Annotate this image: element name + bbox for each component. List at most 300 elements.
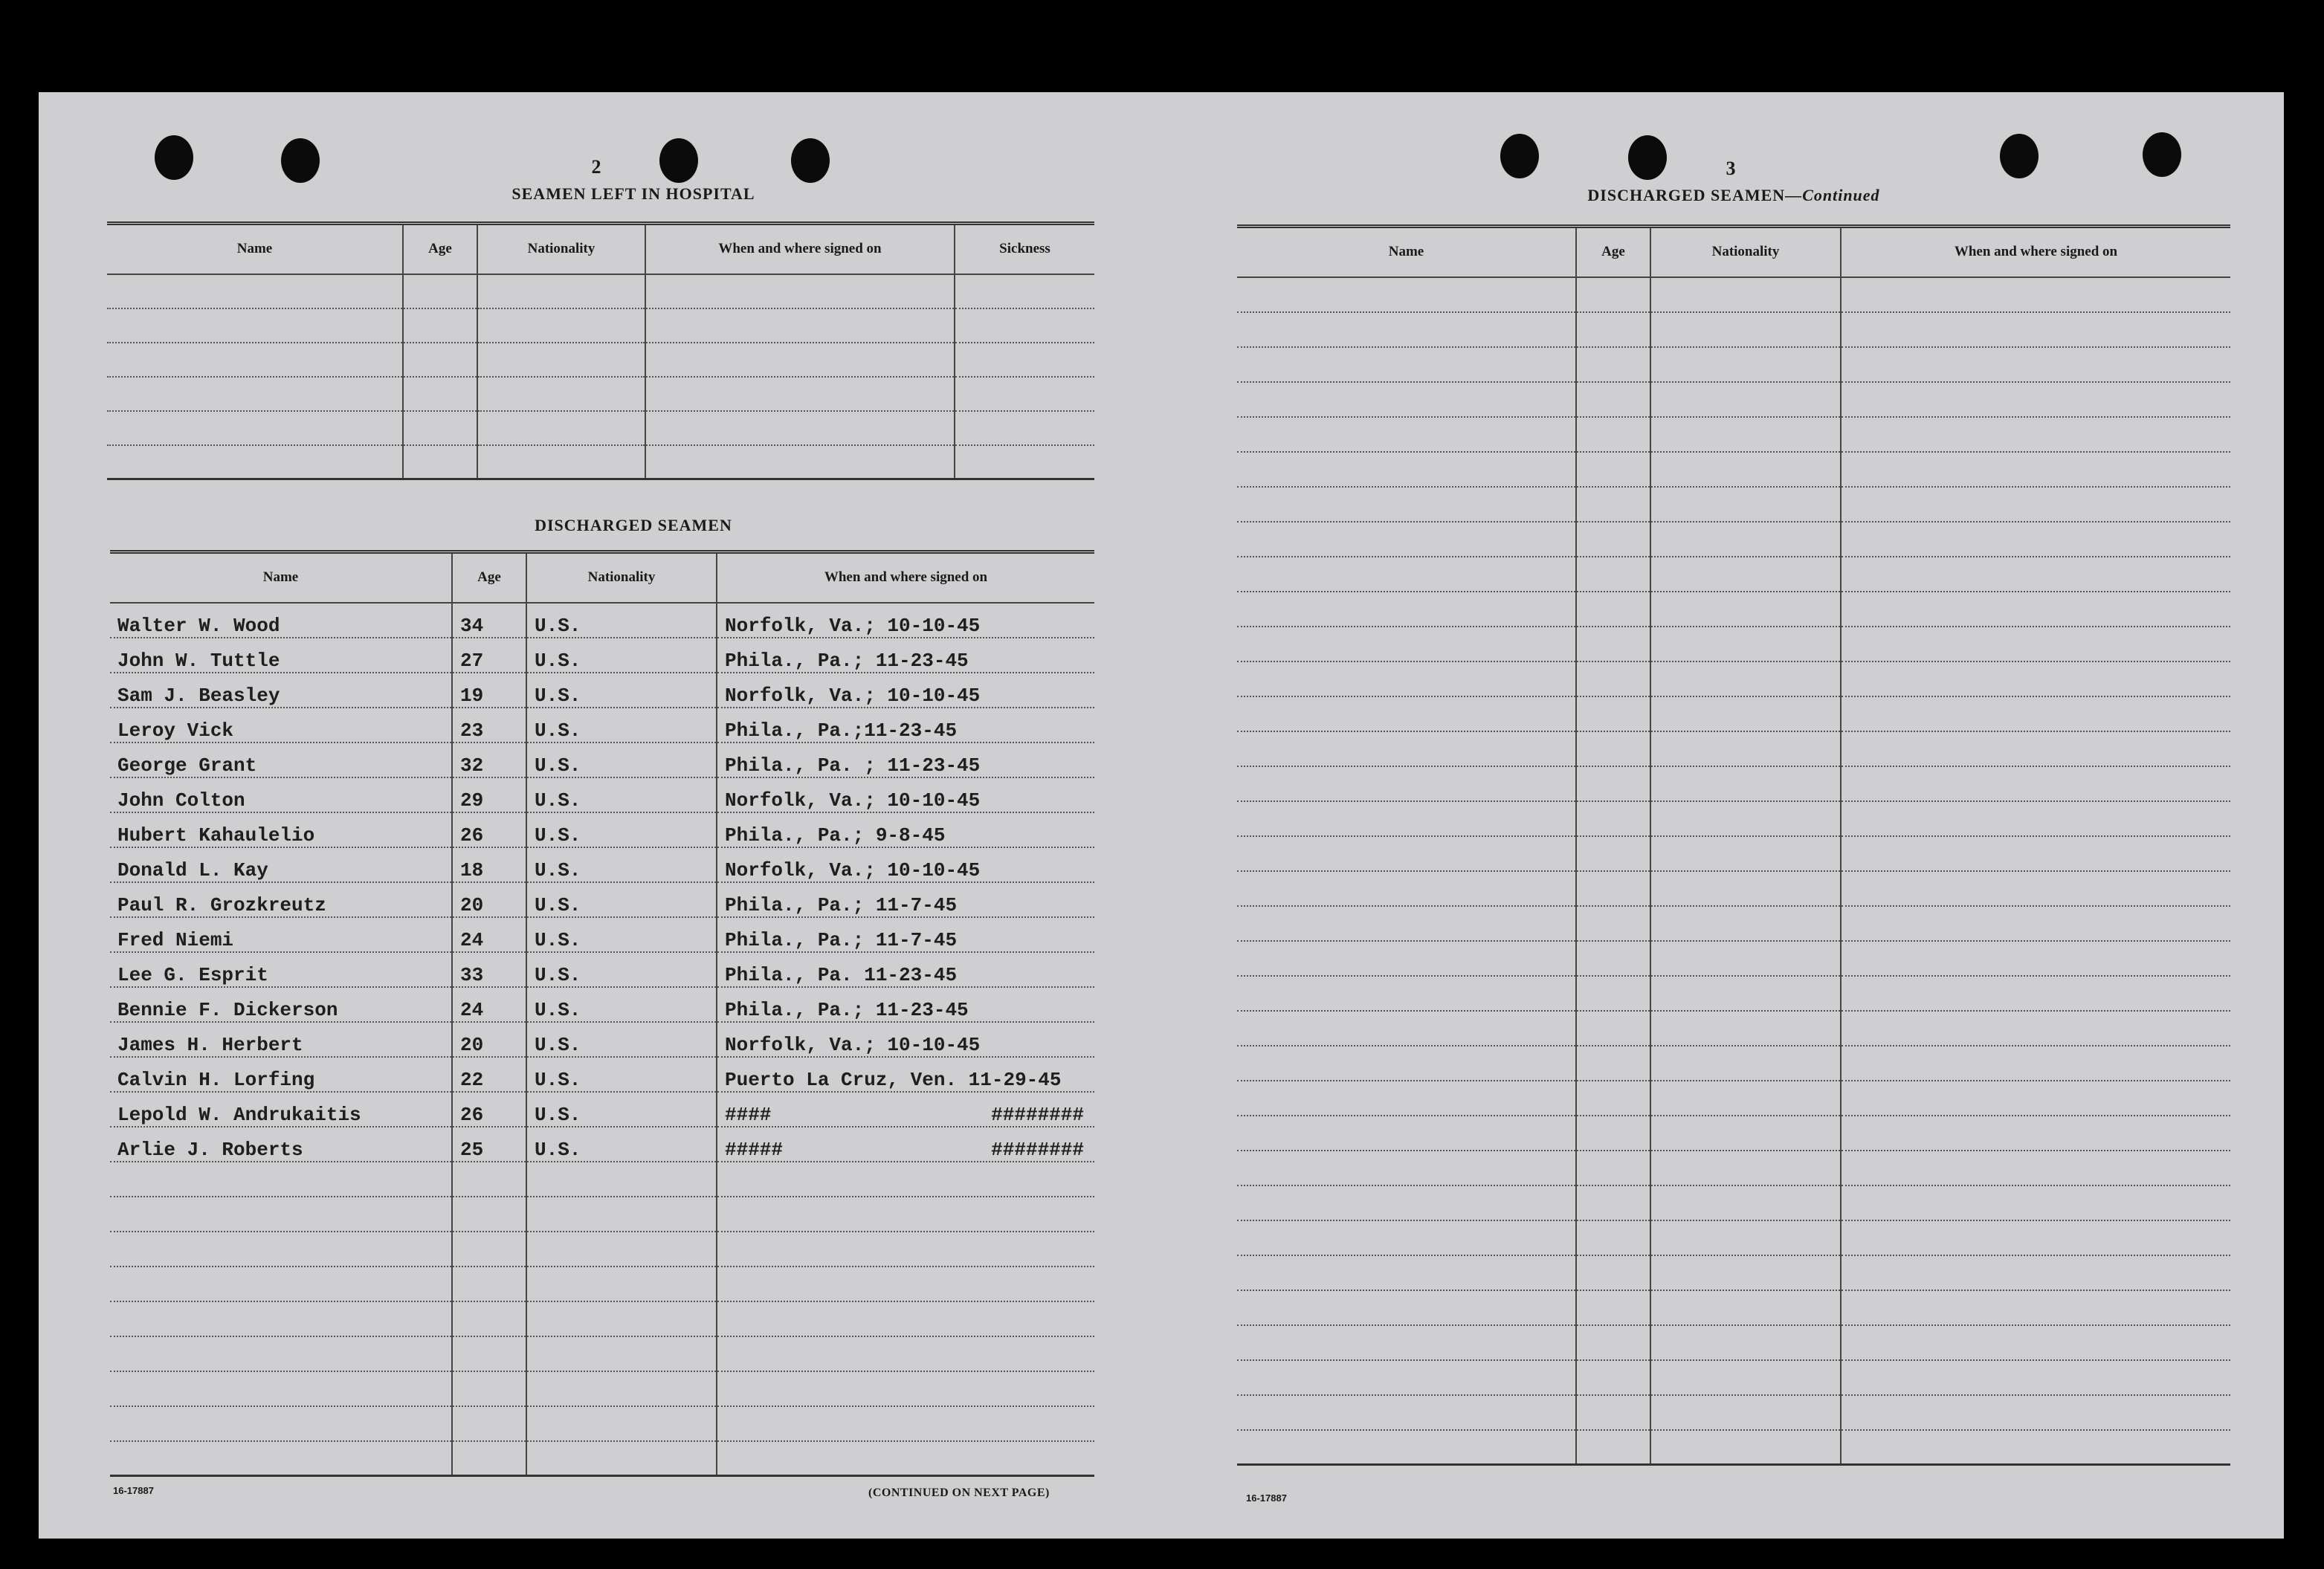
table-cell: [526, 1162, 717, 1197]
table-cell: [1237, 1046, 1576, 1081]
hospital-header-name: Name: [107, 224, 403, 274]
table-cell: [1576, 1255, 1650, 1290]
seaman-age: 27: [452, 638, 526, 673]
table-row: [110, 1301, 1094, 1336]
continued-header-name: Name: [1237, 227, 1576, 277]
seaman-name: Leroy Vick: [110, 708, 452, 743]
table-cell: [1650, 976, 1841, 1011]
table-cell: [1576, 1360, 1650, 1395]
seaman-name: Donald L. Kay: [110, 847, 452, 882]
table-cell: [526, 1441, 717, 1476]
signed-on-mark-extra: ########: [991, 1138, 1084, 1161]
table-cell: [645, 274, 955, 308]
table-row: [1237, 1151, 2230, 1185]
table-cell: [1650, 906, 1841, 941]
table-cell: [1841, 382, 2230, 417]
table-cell: [1841, 557, 2230, 592]
table-row: [1237, 696, 2230, 731]
table-cell: [1237, 871, 1576, 906]
table-cell: [1576, 1395, 1650, 1430]
table-cell: [1650, 1290, 1841, 1325]
table-cell: [1576, 592, 1650, 627]
table-cell: [110, 1371, 452, 1406]
table-cell: [403, 274, 477, 308]
table-row: [110, 1266, 1094, 1301]
seaman-row: [110, 882, 1094, 917]
table-cell: [1841, 1255, 2230, 1290]
table-row: [110, 1371, 1094, 1406]
table-cell: [1650, 277, 1841, 312]
table-cell: [955, 377, 1094, 411]
table-cell: [110, 1162, 452, 1197]
seaman-age: 19: [452, 673, 526, 708]
table-cell: [1841, 1220, 2230, 1255]
seaman-row: [110, 952, 1094, 987]
seaman-nationality: U.S.: [526, 847, 717, 882]
table-cell: [110, 1232, 452, 1266]
seaman-nationality: U.S.: [526, 777, 717, 812]
table-row: [1237, 417, 2230, 452]
seaman-age: 26: [452, 1092, 526, 1127]
table-cell: [1650, 1046, 1841, 1081]
table-cell: [645, 377, 955, 411]
seaman-signed-on: Phila., Pa.;11-23-45: [717, 708, 1094, 743]
table-row: [1237, 976, 2230, 1011]
table-cell: [452, 1197, 526, 1232]
seaman-signed-on: Phila., Pa.; 11-7-45: [717, 917, 1094, 952]
table-cell: [1576, 312, 1650, 347]
table-row: [1237, 592, 2230, 627]
table-cell: [1576, 871, 1650, 906]
seaman-age: 29: [452, 777, 526, 812]
punch-hole: [1628, 135, 1667, 180]
table-row: [1237, 906, 2230, 941]
table-cell: [1650, 941, 1841, 976]
continued-header-nationality: Nationality: [1650, 227, 1841, 277]
table-cell: [110, 1266, 452, 1301]
table-cell: [1576, 417, 1650, 452]
seaman-age: 25: [452, 1127, 526, 1162]
hospital-header-signed-on: When and where signed on: [645, 224, 955, 274]
table-cell: [1576, 906, 1650, 941]
document-sheet: [39, 92, 2284, 1539]
table-cell: [1237, 696, 1576, 731]
left-form-number: 16-17887: [113, 1485, 154, 1496]
table-cell: [1650, 1151, 1841, 1185]
table-cell: [955, 445, 1094, 479]
discharged-header-age: Age: [452, 552, 526, 603]
table-cell: [1650, 417, 1841, 452]
seaman-nationality: U.S.: [526, 952, 717, 987]
table-cell: [1237, 312, 1576, 347]
punch-hole: [791, 138, 830, 183]
table-cell: [1576, 347, 1650, 382]
table-cell: [452, 1162, 526, 1197]
punch-hole: [1500, 134, 1539, 178]
seaman-nationality: U.S.: [526, 603, 717, 638]
table-cell: [1237, 522, 1576, 557]
table-cell: [1650, 1011, 1841, 1046]
seaman-row: [110, 743, 1094, 777]
seaman-signed-on: Phila., Pa.; 9-8-45: [717, 812, 1094, 847]
table-cell: [1576, 1011, 1650, 1046]
table-cell: [1576, 487, 1650, 522]
seaman-name: John Colton: [110, 777, 452, 812]
continued-title-main: DISCHARGED SEAMEN: [1587, 186, 1786, 204]
hospital-table: [107, 221, 1094, 480]
table-cell: [1650, 487, 1841, 522]
table-cell: [403, 343, 477, 377]
signed-on-redacted: [725, 1104, 1094, 1126]
table-cell: [717, 1336, 1094, 1371]
table-cell: [1576, 976, 1650, 1011]
table-cell: [1650, 312, 1841, 347]
table-row: [1237, 1395, 2230, 1430]
table-cell: [1237, 906, 1576, 941]
seaman-nationality: U.S.: [526, 673, 717, 708]
table-cell: [1237, 1255, 1576, 1290]
table-cell: [1841, 1430, 2230, 1465]
seaman-nationality: U.S.: [526, 708, 717, 743]
seaman-signed-on: Norfolk, Va.; 10-10-45: [717, 1022, 1094, 1057]
table-cell: [1237, 731, 1576, 766]
table-cell: [1841, 1290, 2230, 1325]
table-cell: [477, 343, 645, 377]
table-row: [1237, 487, 2230, 522]
table-row: [1237, 871, 2230, 906]
table-cell: [1650, 731, 1841, 766]
table-cell: [1237, 627, 1576, 661]
seaman-name: Calvin H. Lorfing: [110, 1057, 452, 1092]
table-cell: [1841, 277, 2230, 312]
discharged-header-nationality: Nationality: [526, 552, 717, 603]
table-cell: [1650, 836, 1841, 871]
seaman-nationality: U.S.: [526, 1127, 717, 1162]
table-cell: [1650, 557, 1841, 592]
table-row: [1237, 766, 2230, 801]
seaman-nationality: U.S.: [526, 917, 717, 952]
seaman-nationality: U.S.: [526, 987, 717, 1022]
table-cell: [526, 1197, 717, 1232]
seaman-nationality: U.S.: [526, 743, 717, 777]
seaman-name: Lee G. Esprit: [110, 952, 452, 987]
seaman-row: [110, 777, 1094, 812]
table-row: [1237, 1011, 2230, 1046]
seaman-row: [110, 673, 1094, 708]
table-cell: [1650, 871, 1841, 906]
seaman-signed-on: Phila., Pa.; 11-7-45: [717, 882, 1094, 917]
table-cell: [1576, 627, 1650, 661]
table-cell: [1650, 766, 1841, 801]
table-cell: [1576, 1185, 1650, 1220]
table-cell: [1841, 766, 2230, 801]
seaman-nationality: U.S.: [526, 1092, 717, 1127]
seaman-age: 18: [452, 847, 526, 882]
table-cell: [1576, 1220, 1650, 1255]
table-cell: [1237, 452, 1576, 487]
table-cell: [1841, 696, 2230, 731]
seaman-name: Arlie J. Roberts: [110, 1127, 452, 1162]
table-cell: [1576, 766, 1650, 801]
table-cell: [955, 343, 1094, 377]
table-cell: [1650, 1360, 1841, 1395]
seaman-name: John W. Tuttle: [110, 638, 452, 673]
table-row: [1237, 1081, 2230, 1116]
hospital-header-nationality: Nationality: [477, 224, 645, 274]
table-row: [107, 377, 1094, 411]
seaman-signed-on: Norfolk, Va.; 10-10-45: [717, 777, 1094, 812]
seaman-age: 24: [452, 917, 526, 952]
table-cell: [717, 1441, 1094, 1476]
table-row: [1237, 347, 2230, 382]
table-row: [1237, 836, 2230, 871]
table-cell: [1841, 522, 2230, 557]
seaman-age: 24: [452, 987, 526, 1022]
table-cell: [1237, 487, 1576, 522]
table-cell: [110, 1406, 452, 1441]
seaman-name: Bennie F. Dickerson: [110, 987, 452, 1022]
table-cell: [1576, 941, 1650, 976]
discharged-section-title: DISCHARGED SEAMEN: [535, 516, 732, 534]
table-cell: [1576, 452, 1650, 487]
table-cell: [110, 1197, 452, 1232]
table-cell: [717, 1301, 1094, 1336]
table-cell: [1237, 1116, 1576, 1151]
table-cell: [1841, 1011, 2230, 1046]
table-row: [107, 445, 1094, 479]
table-cell: [1237, 1081, 1576, 1116]
table-cell: [1576, 1151, 1650, 1185]
table-cell: [1576, 731, 1650, 766]
left-page-number: 2: [591, 156, 601, 178]
table-cell: [526, 1371, 717, 1406]
continued-title-suffix: —Continued: [1785, 186, 1880, 204]
seaman-row: [110, 847, 1094, 882]
punch-hole: [659, 138, 698, 183]
seaman-signed-on: Phila., Pa. ; 11-23-45: [717, 743, 1094, 777]
table-cell: [1237, 382, 1576, 417]
table-cell: [1841, 871, 2230, 906]
table-cell: [955, 274, 1094, 308]
seaman-nationality: U.S.: [526, 1057, 717, 1092]
seaman-nationality: U.S.: [526, 812, 717, 847]
table-cell: [1841, 836, 2230, 871]
table-row: [1237, 452, 2230, 487]
table-cell: [1576, 557, 1650, 592]
table-row: [110, 1406, 1094, 1441]
table-cell: [1237, 1011, 1576, 1046]
table-cell: [645, 308, 955, 343]
seaman-row: [110, 812, 1094, 847]
table-cell: [1650, 1395, 1841, 1430]
table-cell: [1237, 347, 1576, 382]
table-cell: [1237, 277, 1576, 312]
table-cell: [1841, 1116, 2230, 1151]
seaman-signed-on: Phila., Pa. 11-23-45: [717, 952, 1094, 987]
signed-on-redacted: [725, 1139, 1094, 1161]
seaman-age: 32: [452, 743, 526, 777]
seaman-name: Walter W. Wood: [110, 603, 452, 638]
table-cell: [110, 1301, 452, 1336]
table-row: [107, 308, 1094, 343]
continued-section-title: [1496, 186, 1972, 205]
table-cell: [403, 445, 477, 479]
table-cell: [1841, 1151, 2230, 1185]
punch-hole: [155, 135, 193, 180]
table-cell: [717, 1232, 1094, 1266]
signed-on-mark: #####: [725, 1138, 784, 1161]
table-cell: [717, 1197, 1094, 1232]
table-cell: [1841, 592, 2230, 627]
table-cell: [1237, 976, 1576, 1011]
table-cell: [1576, 1290, 1650, 1325]
table-row: [110, 1441, 1094, 1476]
table-row: [1237, 1116, 2230, 1151]
table-cell: [1576, 522, 1650, 557]
table-cell: [1841, 976, 2230, 1011]
table-row: [110, 1197, 1094, 1232]
seaman-signed-on: Puerto La Cruz, Ven. 11-29-45: [717, 1057, 1094, 1092]
table-row: [1237, 382, 2230, 417]
seaman-age: 34: [452, 603, 526, 638]
right-page-number: 3: [1726, 158, 1736, 179]
table-cell: [1650, 696, 1841, 731]
seaman-row: [110, 708, 1094, 743]
table-cell: [477, 274, 645, 308]
seaman-signed-on: Norfolk, Va.; 10-10-45: [717, 847, 1094, 882]
table-row: [1237, 1185, 2230, 1220]
table-cell: [1237, 1325, 1576, 1360]
table-cell: [477, 377, 645, 411]
discharged-header-name: Name: [110, 552, 452, 603]
table-cell: [717, 1371, 1094, 1406]
table-cell: [1841, 452, 2230, 487]
table-cell: [645, 445, 955, 479]
seaman-age: 33: [452, 952, 526, 987]
table-cell: [452, 1266, 526, 1301]
table-cell: [107, 377, 403, 411]
signed-on-mark: ####: [725, 1103, 772, 1126]
table-row: [1237, 1325, 2230, 1360]
table-cell: [1650, 592, 1841, 627]
seaman-row: [110, 638, 1094, 673]
table-cell: [1576, 1325, 1650, 1360]
table-cell: [526, 1301, 717, 1336]
table-row: [107, 343, 1094, 377]
table-cell: [110, 1441, 452, 1476]
table-cell: [107, 343, 403, 377]
table-cell: [1650, 1255, 1841, 1290]
table-cell: [1237, 592, 1576, 627]
table-row: [1237, 312, 2230, 347]
table-cell: [1841, 801, 2230, 836]
seaman-age: 20: [452, 1022, 526, 1057]
table-cell: [1237, 836, 1576, 871]
table-cell: [107, 308, 403, 343]
seaman-row: [110, 987, 1094, 1022]
table-row: [1237, 1290, 2230, 1325]
table-row: [1237, 941, 2230, 976]
seaman-row: [110, 1022, 1094, 1057]
table-cell: [717, 1406, 1094, 1441]
seaman-name: Hubert Kahaulelio: [110, 812, 452, 847]
table-cell: [110, 1336, 452, 1371]
seaman-row: [110, 1092, 1094, 1127]
right-form-number: 16-17887: [1246, 1492, 1287, 1504]
seaman-name: George Grant: [110, 743, 452, 777]
signed-on-mark-extra: ########: [991, 1103, 1084, 1126]
seaman-signed-on: Norfolk, Va.; 10-10-45: [717, 673, 1094, 708]
table-cell: [452, 1371, 526, 1406]
seaman-row: [110, 603, 1094, 638]
table-cell: [526, 1336, 717, 1371]
table-row: [1237, 731, 2230, 766]
seaman-signed-on: [717, 1092, 1094, 1127]
table-cell: [717, 1162, 1094, 1197]
table-cell: [1237, 1151, 1576, 1185]
table-cell: [452, 1441, 526, 1476]
continued-note: (CONTINUED ON NEXT PAGE): [868, 1486, 1050, 1499]
discharged-table: [110, 550, 1094, 1477]
table-cell: [717, 1266, 1094, 1301]
table-cell: [452, 1301, 526, 1336]
seaman-signed-on: [717, 1127, 1094, 1162]
table-cell: [1650, 661, 1841, 696]
table-cell: [403, 411, 477, 445]
table-cell: [1576, 1116, 1650, 1151]
table-row: [107, 411, 1094, 445]
seaman-row: [110, 1127, 1094, 1162]
table-cell: [1650, 1116, 1841, 1151]
table-cell: [1841, 1360, 2230, 1395]
seaman-name: Sam J. Beasley: [110, 673, 452, 708]
table-row: [1237, 801, 2230, 836]
seaman-nationality: U.S.: [526, 638, 717, 673]
table-cell: [1841, 312, 2230, 347]
continued-discharged-table: [1237, 224, 2230, 1466]
table-cell: [1650, 627, 1841, 661]
table-cell: [1237, 1185, 1576, 1220]
table-row: [1237, 627, 2230, 661]
seaman-nationality: U.S.: [526, 1022, 717, 1057]
hospital-header-age: Age: [403, 224, 477, 274]
table-cell: [107, 411, 403, 445]
table-row: [1237, 277, 2230, 312]
table-cell: [477, 308, 645, 343]
continued-header-age: Age: [1576, 227, 1650, 277]
table-row: [110, 1232, 1094, 1266]
table-row: [107, 274, 1094, 308]
continued-header-signed-on: When and where signed on: [1841, 227, 2230, 277]
table-cell: [452, 1336, 526, 1371]
table-cell: [452, 1232, 526, 1266]
table-row: [1237, 661, 2230, 696]
hospital-section-title: SEAMEN LEFT IN HOSPITAL: [511, 184, 755, 203]
table-cell: [526, 1266, 717, 1301]
table-cell: [1576, 661, 1650, 696]
table-cell: [955, 308, 1094, 343]
table-cell: [1650, 347, 1841, 382]
table-cell: [1841, 1325, 2230, 1360]
table-cell: [1650, 452, 1841, 487]
table-cell: [1841, 487, 2230, 522]
seaman-signed-on: Phila., Pa.; 11-23-45: [717, 638, 1094, 673]
table-cell: [403, 308, 477, 343]
table-cell: [1650, 1430, 1841, 1465]
punch-hole: [2143, 132, 2181, 177]
table-cell: [1237, 941, 1576, 976]
table-cell: [1237, 1430, 1576, 1465]
